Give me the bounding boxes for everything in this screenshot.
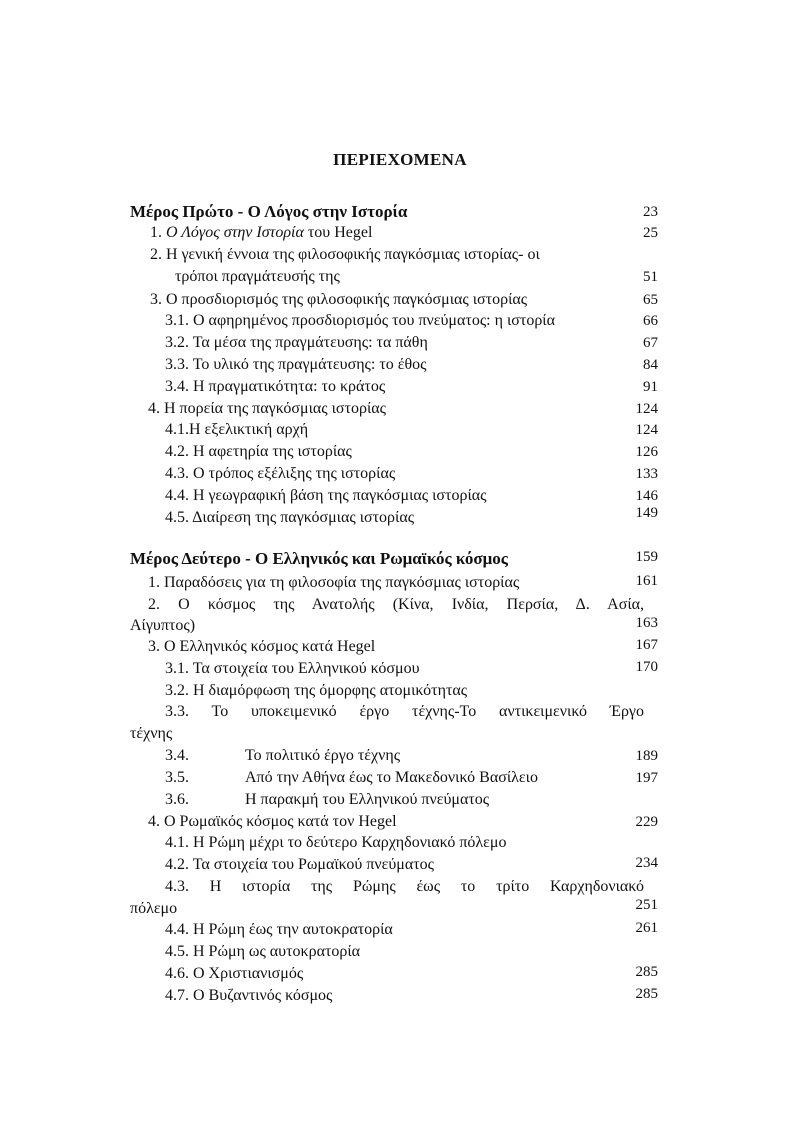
- toc-page-number: 170: [635, 659, 658, 675]
- toc-entry: 4.5. Η Ρώμη ως αυτοκρατορία: [165, 943, 361, 960]
- toc-page-number: 146: [635, 488, 658, 504]
- toc-entry: 4.4. Η Ρώμη έως την αυτοκρατορία: [165, 921, 393, 938]
- toc-page-number: 66: [643, 313, 658, 329]
- toc-page-number: 51: [643, 269, 658, 285]
- toc-page-number: 163: [635, 615, 658, 631]
- toc-entry: [165, 790, 489, 810]
- toc-page-number: 124: [635, 422, 658, 438]
- toc-entry: 2. Η γενική έννοια της φιλοσοφικής παγκόσμιας ιστορίας- οι: [150, 246, 540, 263]
- toc-page-number: 126: [635, 444, 658, 460]
- toc-entry: 4.6. Ο Χριστιανισμός: [165, 965, 304, 982]
- toc-entry: 3.2. Η διαμόρφωση της όμορφης ατομικότητας: [165, 682, 468, 699]
- toc-entry: [165, 746, 400, 766]
- toc-part-heading: Μέρος Δεύτερο - Ο Ελληνικός και Ρωμαϊκός κόσμος: [130, 549, 508, 568]
- page-title: ΠΕΡΙΕΧΟΜΕΝΑ: [333, 150, 467, 169]
- toc-entry: 4.5. Διαίρεση της παγκόσμιας ιστορίας: [165, 509, 415, 526]
- toc-page-number: 133: [635, 466, 658, 482]
- toc-page-number: 25: [643, 225, 658, 241]
- toc-entry-text: του Hegel: [303, 224, 373, 241]
- toc-page-number: 285: [635, 986, 658, 1002]
- toc-page-number: 285: [635, 964, 658, 980]
- toc-entry: [165, 768, 538, 788]
- toc-entry-number: 3.5.: [165, 769, 189, 786]
- toc-entry: 3.1. Τα στοιχεία του Ελληνικού κόσμου: [165, 660, 420, 677]
- toc-entry-text: Το πολιτικό έργο τέχνης: [245, 747, 401, 764]
- toc-entry: 3.3. Το υλικό της πραγμάτευσης: το έθος: [165, 356, 427, 373]
- toc-entry: 3.2. Τα μέσα της πραγμάτευσης: τα πάθη: [165, 334, 428, 351]
- toc-page-number: 234: [635, 855, 658, 871]
- toc-entry-number: 1.: [150, 224, 162, 241]
- toc-entry: 4.1.Η εξελικτική αρχή: [165, 421, 309, 438]
- toc-entry: 4.2. Τα στοιχεία του Ρωμαϊκού πνεύματος: [165, 856, 434, 873]
- toc-page-number: 197: [635, 770, 658, 786]
- toc-entry: 3.3. Το υποκειμενικό έργο τέχνης-Το αντικειμενικό Έργο: [165, 703, 644, 720]
- toc-entry-number: 3.4.: [165, 747, 189, 764]
- toc-page-number: 65: [643, 292, 658, 308]
- toc-entry: 4.4. Η γεωγραφική βάση της παγκόσμιας ιστορίας: [165, 487, 487, 504]
- toc-entry-text: Από την Αθήνα έως το Μακεδονικό Βασίλειο: [245, 769, 538, 786]
- toc-page-number: 167: [635, 637, 658, 653]
- toc-page-number: 251: [635, 897, 658, 913]
- toc-part-heading: Μέρος Πρώτο - Ο Λόγος στην Ιστορία: [130, 202, 408, 221]
- toc-entry: 4. Ο Ρωμαϊκός κόσμος κατά τον Hegel: [148, 813, 397, 830]
- toc-entry: 4. Η πορεία της παγκόσμιας ιστορίας: [148, 400, 386, 417]
- toc-page-number: 124: [635, 401, 658, 417]
- toc-entry: 1. Παραδόσεις για τη φιλοσοφία της παγκόσμιας ιστορίας: [148, 574, 520, 591]
- toc-page-number: 261: [635, 920, 658, 936]
- toc-entry: 3.1. Ο αφηρημένος προσδιορισμός του πνεύματος: η ιστορία: [165, 312, 555, 329]
- toc-entry: 3.4. Η πραγματικότητα: το κράτος: [165, 378, 386, 395]
- toc-entry: 4.3. Η ιστορία της Ρώμης έως το τρίτο Καρχηδονιακό: [165, 878, 644, 895]
- toc-page-number: 149: [635, 505, 658, 521]
- toc-page-number: 161: [635, 573, 658, 589]
- toc-entry: [150, 223, 372, 243]
- toc-entry: τέχνης: [130, 725, 173, 742]
- toc-entry: 4.3. Ο τρόπος εξέλιξης της ιστορίας: [165, 465, 396, 482]
- toc-entry: 2. Ο κόσμος της Ανατολής (Κίνα, Ινδία, Περσία, Δ. Ασία,: [148, 596, 644, 613]
- toc-page-number: 84: [643, 357, 658, 373]
- toc-entry: 3. Ο Ελληνικός κόσμος κατά Hegel: [148, 638, 376, 655]
- toc-entry: Αίγυπτος): [130, 617, 196, 634]
- toc-page-number: 159: [635, 549, 658, 565]
- toc-entry-italic-title: Ο Λόγος στην Ιστορία: [166, 224, 304, 241]
- toc-entry: τρόποι πραγμάτευσής της: [175, 268, 340, 285]
- toc-entry: 4.7. Ο Βυζαντινός κόσμος: [165, 987, 333, 1004]
- toc-page-number: 229: [635, 814, 658, 830]
- toc-page-number: 189: [635, 748, 658, 764]
- toc-entry-text: Η παρακμή του Ελληνικού πνεύματος: [245, 791, 490, 808]
- toc-entry: 4.2. Η αφετηρία της ιστορίας: [165, 443, 352, 460]
- toc-page-number: 91: [643, 379, 658, 395]
- toc-entry: 4.1. Η Ρώμη μέχρι το δεύτερο Καρχηδονιακό πόλεμο: [165, 834, 507, 851]
- toc-page-number: 23: [643, 204, 658, 220]
- toc-page-number: 67: [643, 335, 658, 351]
- toc-entry-number: 3.6.: [165, 791, 189, 808]
- toc-entry: πόλεμο: [130, 900, 178, 917]
- toc-entry: 3. Ο προσδιορισμός της φιλοσοφικής παγκόσμιας ιστορίας: [150, 291, 528, 308]
